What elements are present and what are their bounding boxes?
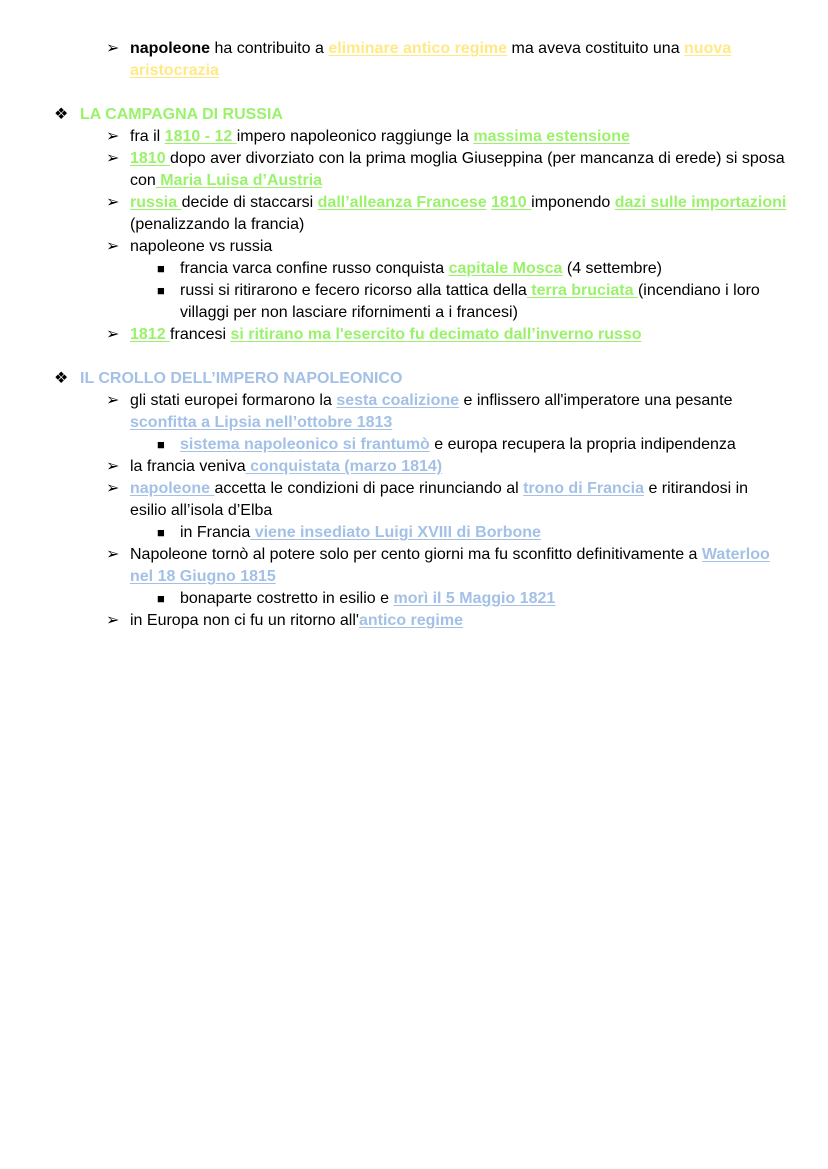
list-item bbox=[0, 126, 828, 148]
text-run: ma aveva costituito una bbox=[507, 40, 685, 57]
highlighted-term: dazi sulle importazioni bbox=[614, 194, 787, 211]
list-item bbox=[0, 280, 828, 324]
square-bullet-icon: ■ bbox=[157, 591, 165, 606]
highlighted-term: 1810 bbox=[130, 150, 171, 167]
text-run: e inflissero all'imperatore una pesante bbox=[459, 392, 733, 409]
square-bullet-icon: ■ bbox=[157, 437, 165, 452]
text-run: in Francia bbox=[180, 524, 251, 541]
highlighted-term: si ritirano ma l'esercito fu decimato dall’inverno russo bbox=[230, 326, 642, 343]
highlighted-term: conquistata (marzo 1814) bbox=[245, 458, 443, 475]
arrow-bullet-icon: ➢ bbox=[106, 194, 120, 211]
text-run: e ritirandosi in esilio all’isola d’Elba bbox=[130, 480, 749, 519]
text-run: ha contribuito a bbox=[210, 40, 329, 57]
highlighted-term: massima estensione bbox=[473, 128, 630, 145]
list-item bbox=[0, 478, 828, 522]
text-run: francia varca confine russo conquista bbox=[180, 260, 449, 277]
square-bullet-icon: ■ bbox=[157, 525, 165, 540]
text-run: (incendiano i loro villaggi per non lasciare rifornimenti a i francesi) bbox=[180, 282, 760, 321]
text-run: bonaparte costretto in esilio e bbox=[180, 590, 394, 607]
text-run: accetta le condizioni di pace rinunciando al bbox=[214, 480, 524, 497]
section-2 bbox=[0, 346, 828, 632]
text-run: dopo aver divorziato con la prima moglia Giuseppina (per mancanza di erede) si sposa con bbox=[130, 150, 785, 189]
highlighted-term: Waterloo nel 18 Giugno 1815 bbox=[130, 546, 770, 585]
text-run: decide di staccarsi bbox=[181, 194, 318, 211]
text-run: la francia veniva bbox=[130, 458, 246, 475]
arrow-bullet-icon: ➢ bbox=[106, 480, 120, 497]
highlighted-term: sistema napoleonico si frantumò bbox=[180, 436, 430, 453]
list-item bbox=[0, 236, 828, 258]
text-run: (4 settembre) bbox=[562, 260, 663, 277]
diamond-bullet-icon: ❖ bbox=[54, 106, 69, 123]
list-item bbox=[0, 588, 828, 610]
section-0 bbox=[0, 38, 828, 82]
square-bullet-icon: ■ bbox=[157, 283, 165, 298]
section-heading bbox=[0, 368, 828, 390]
highlighted-term: 1810 bbox=[491, 194, 532, 211]
list-item bbox=[0, 434, 828, 456]
section-heading-text: LA CAMPAGNA DI RUSSIA bbox=[80, 106, 283, 123]
document-body bbox=[0, 38, 828, 632]
list-item bbox=[0, 38, 828, 82]
text-run: fra il bbox=[130, 128, 165, 145]
highlighted-term: napoleone bbox=[130, 480, 215, 497]
arrow-bullet-icon: ➢ bbox=[106, 128, 120, 145]
square-bullet-icon: ■ bbox=[157, 261, 165, 276]
text-run: impero napoleonico raggiunge la bbox=[236, 128, 474, 145]
arrow-bullet-icon: ➢ bbox=[106, 326, 120, 343]
section-heading bbox=[0, 104, 828, 126]
text-run: e europa recupera la propria indipendenza bbox=[429, 436, 736, 453]
list-item bbox=[0, 544, 828, 588]
list-item bbox=[0, 390, 828, 434]
diamond-bullet-icon: ❖ bbox=[54, 370, 69, 387]
highlighted-term: sesta coalizione bbox=[336, 392, 460, 409]
arrow-bullet-icon: ➢ bbox=[106, 238, 120, 255]
highlighted-term: viene insediato Luigi XVIII di Borbone bbox=[250, 524, 541, 541]
list-item bbox=[0, 258, 828, 280]
highlighted-term: Maria Luisa d’Austria bbox=[155, 172, 323, 189]
list-item bbox=[0, 148, 828, 192]
list-item bbox=[0, 610, 828, 632]
highlighted-term: sconfitta a Lipsia nell’ottobre 1813 bbox=[130, 414, 393, 431]
text-run: (penalizzando la francia) bbox=[130, 216, 305, 233]
section-1 bbox=[0, 82, 828, 346]
arrow-bullet-icon: ➢ bbox=[106, 150, 120, 167]
list-item bbox=[0, 456, 828, 478]
highlighted-term: trono di Francia bbox=[523, 480, 644, 497]
text-run: gli stati europei formarono la bbox=[130, 392, 337, 409]
highlighted-term: russia bbox=[130, 194, 182, 211]
text-run: imponendo bbox=[531, 194, 615, 211]
highlighted-term: capitale Mosca bbox=[448, 260, 563, 277]
highlighted-term: dall’alleanza Francese bbox=[317, 194, 487, 211]
list-item bbox=[0, 324, 828, 346]
highlighted-term: morì il 5 Maggio 1821 bbox=[393, 590, 556, 607]
text-run: russi si ritirarono e fecero ricorso alla tattica della bbox=[180, 282, 527, 299]
list-item bbox=[0, 192, 828, 236]
highlighted-term: antico regime bbox=[358, 612, 463, 629]
arrow-bullet-icon: ➢ bbox=[106, 546, 120, 563]
highlighted-term: eliminare antico regime bbox=[328, 40, 508, 57]
highlighted-term: 1812 bbox=[130, 326, 171, 343]
arrow-bullet-icon: ➢ bbox=[106, 458, 120, 475]
spacer bbox=[0, 82, 828, 104]
section-heading-text: IL CROLLO DELL’IMPERO NAPOLEONICO bbox=[80, 370, 403, 387]
list-item bbox=[0, 522, 828, 544]
arrow-bullet-icon: ➢ bbox=[106, 392, 120, 409]
arrow-bullet-icon: ➢ bbox=[106, 40, 120, 57]
spacer bbox=[0, 346, 828, 368]
highlighted-term: nuova aristocrazia bbox=[130, 40, 732, 79]
text-run: napoleone vs russia bbox=[130, 238, 273, 255]
arrow-bullet-icon: ➢ bbox=[106, 612, 120, 629]
text-run: Napoleone tornò al potere solo per cento giorni ma fu sconfitto definitivamente a bbox=[130, 546, 702, 563]
highlighted-term: terra bruciata bbox=[526, 282, 638, 299]
text-run: francesi bbox=[170, 326, 231, 343]
bold-term: napoleone bbox=[130, 40, 211, 57]
text-run: in Europa non ci fu un ritorno all' bbox=[130, 612, 359, 629]
highlighted-term: 1810 - 12 bbox=[164, 128, 237, 145]
